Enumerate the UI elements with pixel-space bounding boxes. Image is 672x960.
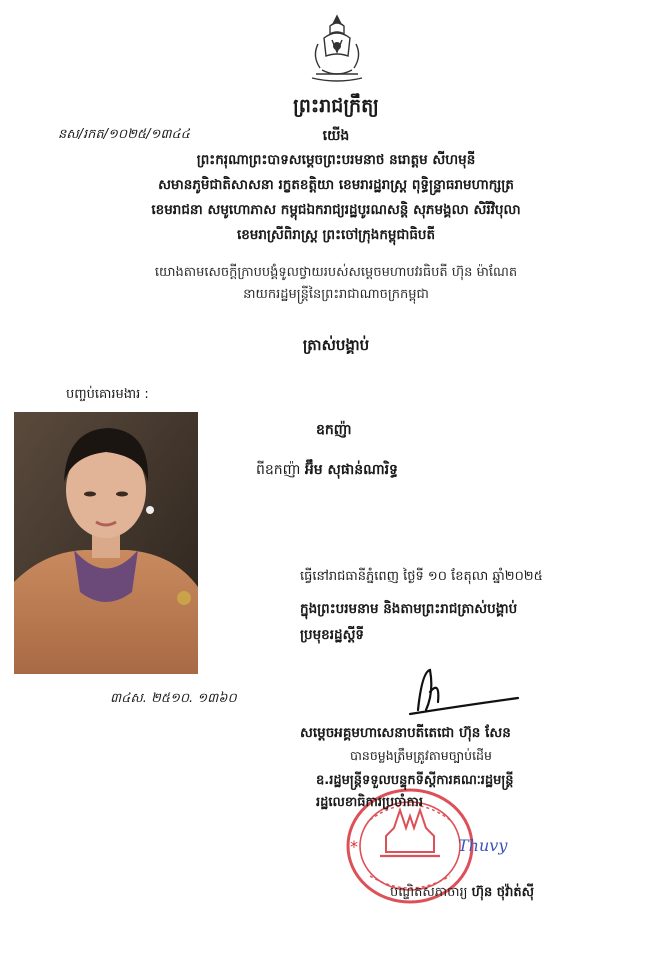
mandate-line: ប្រមុខរដ្ឋស្តីទី (300, 627, 365, 643)
certified-copy-label: បានចម្លងត្រឹមត្រូវតាមច្បាប់ដើម (350, 748, 492, 763)
countersignature-mark (400, 662, 520, 722)
countersign-name: សម្តេចអគ្គមហាសេនាបតីតេជោ ហ៊ុន សែន (300, 725, 511, 741)
basis-line: នាយករដ្ឋមន្ត្រីនៃព្រះរាជាណាចក្រកម្ពុជា (243, 287, 429, 302)
royal-title-line: សមានភូមិជាតិសាសនា រក្ខតខត្តិយា ខេមរារដ្ឋរាស្ត្រ ពុទ្ធិន្ទ្រាធរាមហាក្សត្រ (158, 177, 514, 193)
appoint-label: បញ្ចប់គោរមងារ : (66, 387, 149, 402)
dateline: ធ្វើនៅរាជធានីភ្នំពេញ ថ្ងៃទី ១០ ខែតុលា ឆ្នាំ២០២៥ (300, 569, 543, 584)
recipient-name: អ៊ឹម សុផាន់ណារិទ្ធ (304, 462, 398, 478)
recipient-prefix: ពីឧកញ៉ា (256, 462, 301, 478)
photo-code: ៣៤ស. ២៥១០. ១៣៦០ (110, 691, 237, 706)
basis-line: យោងតាមសេចក្តីក្រាបបង្គំទូលថ្វាយរបស់សម្តេចមហាបវរធិបតី ហ៊ុន ម៉ាណែត (154, 265, 518, 280)
portrait-image (14, 412, 198, 674)
minister-block (316, 770, 514, 814)
minister-line: រដ្ឋលេខាធិការប្រចាំការ (316, 795, 424, 810)
secretary-prefix: បណ្ឌិតសភាចារ្យ (390, 885, 468, 900)
royal-title-line: ខេមរាជនា សមូហោភាស កម្ពុជឯករាជ្យរដ្ឋបូរណសន្តិ សុភមង្គលា សិរីវិបុលា (151, 202, 521, 218)
mandate-line: ក្នុងព្រះបរមនាម និងតាមព្រះរាជត្រាស់បង្គាប់ (300, 601, 518, 617)
signature-text: Thuvy (458, 836, 508, 855)
minister-line: ឧ.រដ្ឋមន្ត្រីទទួលបន្ទុកទីស្តីការគណៈរដ្ឋមន្ត្រី (316, 773, 514, 788)
royal-title-line: ព្រះករុណាព្រះបាទសម្តេចព្រះបរមនាថ នរោត្តម សីហមុនី (196, 152, 476, 168)
decree-heading: ត្រាស់បង្គាប់ (302, 336, 370, 354)
recipient-name-line (256, 460, 398, 481)
secretary-signature (458, 836, 528, 876)
document-title: ព្រះរាជក្រឹត្យ (293, 95, 379, 117)
we-heading: យើង (322, 128, 350, 144)
secretary-line (390, 884, 534, 903)
recipient-photo (14, 412, 198, 674)
secretary-name: ហ៊ុន ថុវ៉ាត់ស៊ី (471, 885, 534, 900)
royal-title-line: ខេមរាស្រីពិរាស្ត្រ ព្រះចៅក្រុងកម្ពុជាធិបតី (236, 227, 436, 243)
legal-basis (0, 262, 672, 306)
svg-text:*: * (350, 837, 358, 856)
mandate-block (300, 596, 517, 648)
royal-crest-icon (302, 12, 372, 84)
royal-title (0, 148, 672, 248)
reference-number: នស/រកត/១០២៥/១៣៤៤ (58, 127, 190, 142)
honorific-title: ឧកញ៉ា (316, 422, 352, 438)
